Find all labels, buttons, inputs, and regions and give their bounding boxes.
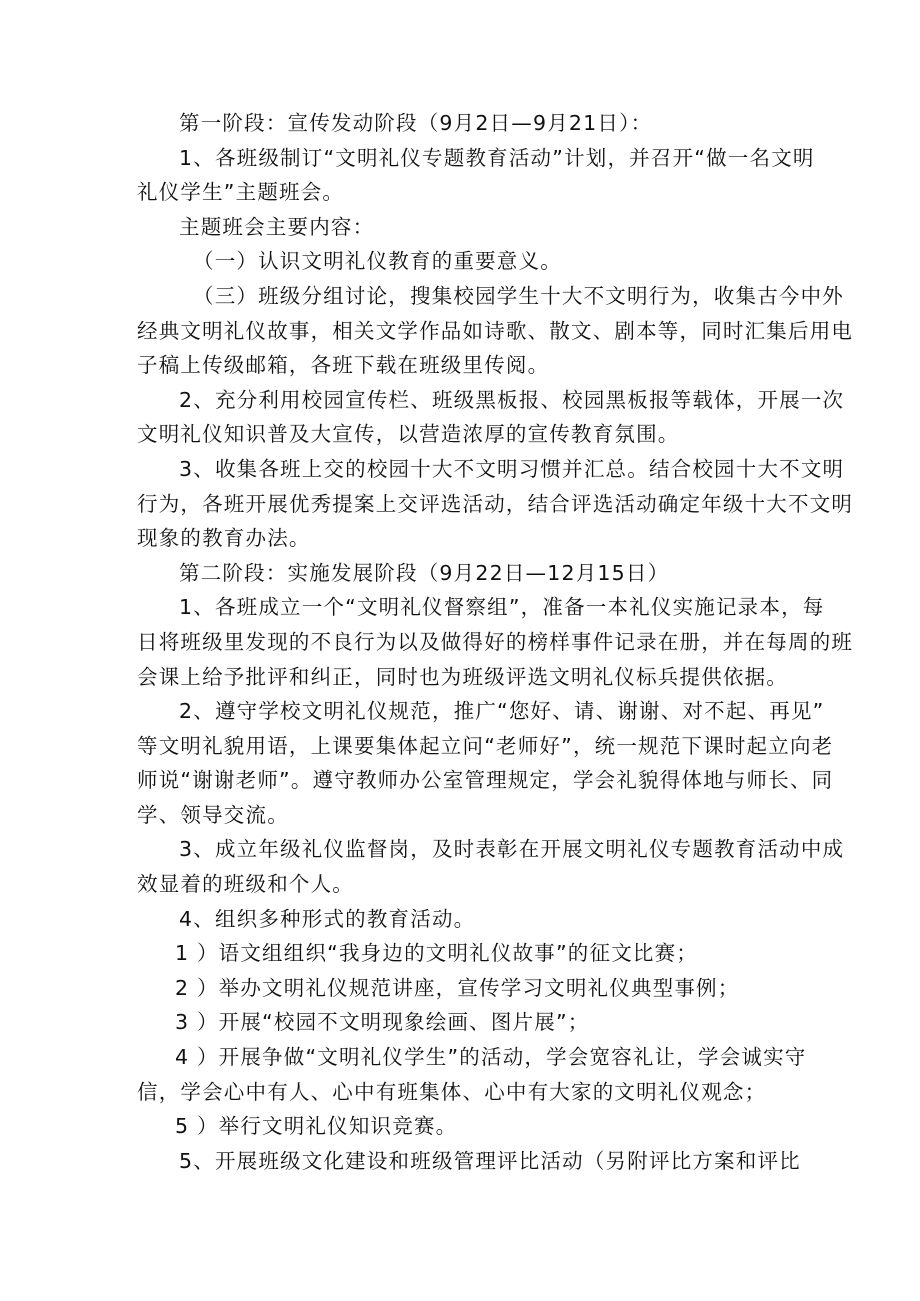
text-line: 礼仪学生”主题班会。 xyxy=(137,180,345,205)
text-line: 3、成立年级礼仪监督岗，及时表彰在开展文明礼仪专题教育活动中成 xyxy=(179,837,845,862)
text-line: 学、领导交流。 xyxy=(137,802,289,827)
document-page xyxy=(137,106,854,1178)
text-line: 1 ）语文组组织“我身边的文明礼仪故事”的征文比赛； xyxy=(175,941,698,966)
text-line: 3 ）开展“校园不文明现象绘画、图片展”； xyxy=(175,1010,590,1035)
text-line: 师说“谢谢老师”。遵守教师办公室管理规定，学会礼貌得体地与师长、同 xyxy=(137,768,834,793)
text-line: 子稿上传级邮箱，各班下载在班级里传阅。 xyxy=(137,353,550,378)
text-line: 会课上给予批评和纠正，同时也为班级评选文明礼仪标兵提供依据。 xyxy=(137,664,788,689)
text-line: 效显着的班级和个人。 xyxy=(137,872,354,897)
text-line: 信，学会心中有人、心中有班集体、心中有大家的文明礼仪观念； xyxy=(137,1079,767,1104)
text-line: 2 ）举办文明礼仪规范讲座，宣传学习文明礼仪典型事例； xyxy=(175,975,740,1000)
text-line: （三）班级分组讨论，搜集校园学生十大不文明行为，收集古今中外 xyxy=(193,283,844,308)
text-line: 主题班会主要内容： xyxy=(179,214,375,239)
text-line: 现象的教育办法。 xyxy=(137,526,311,551)
text-line: 5、开展班级文化建设和班级管理评比活动（另附评比方案和评比 xyxy=(179,1148,801,1173)
text-line: 等文明礼貌用语，上课要集体起立问“老师好”，统一规范下课时起立向老 xyxy=(137,733,834,758)
text-line: 第一阶段：宣传发动阶段（9月2日—9月21日）： xyxy=(179,111,653,135)
text-line: 2、遵守学校文明礼仪规范，推广“您好、请、谢谢、对不起、再见” xyxy=(179,699,825,724)
text-line: 行为，各班开展优秀提案上交评选活动，结合评选活动确定年级十大不文明 xyxy=(137,491,854,516)
text-line: 4、组织多种形式的教育活动。 xyxy=(179,906,476,931)
text-line: （一）认识文明礼仪教育的重要意义。 xyxy=(193,249,562,274)
text-line: 4 ）开展争做“文明礼仪学生”的活动，学会宽容礼让，学会诚实守 xyxy=(175,1045,807,1070)
text-line: 1、各班级制订“文明礼仪专题教育活动”计划，并召开“做一名文明 xyxy=(179,145,815,170)
text-line: 经典文明礼仪故事，相关文学作品如诗歌、散文、剧本等，同时汇集后用电 xyxy=(137,318,854,343)
text-line: 文明礼仪知识普及大宣传，以营造浓厚的宣传教育氛围。 xyxy=(137,422,680,447)
text-line: 2、充分利用校园宣传栏、班级黑板报、校园黑板报等载体，开展一次 xyxy=(179,387,845,412)
text-line: 3、收集各班上交的校园十大不文明习惯并汇总。结合校园十大不文明 xyxy=(179,456,845,481)
text-line: 日将班级里发现的不良行为以及做得好的榜样事件记录在册，并在每周的班 xyxy=(137,629,854,654)
text-line: 第二阶段：实施发展阶段（9月22日—12月15日） xyxy=(179,560,670,585)
text-line: 1、各班成立一个“文明礼仪督察组”，准备一本礼仪实施记录本，每 xyxy=(179,595,825,620)
text-line: 5 ）举行文明礼仪知识竞赛。 xyxy=(175,1114,458,1139)
